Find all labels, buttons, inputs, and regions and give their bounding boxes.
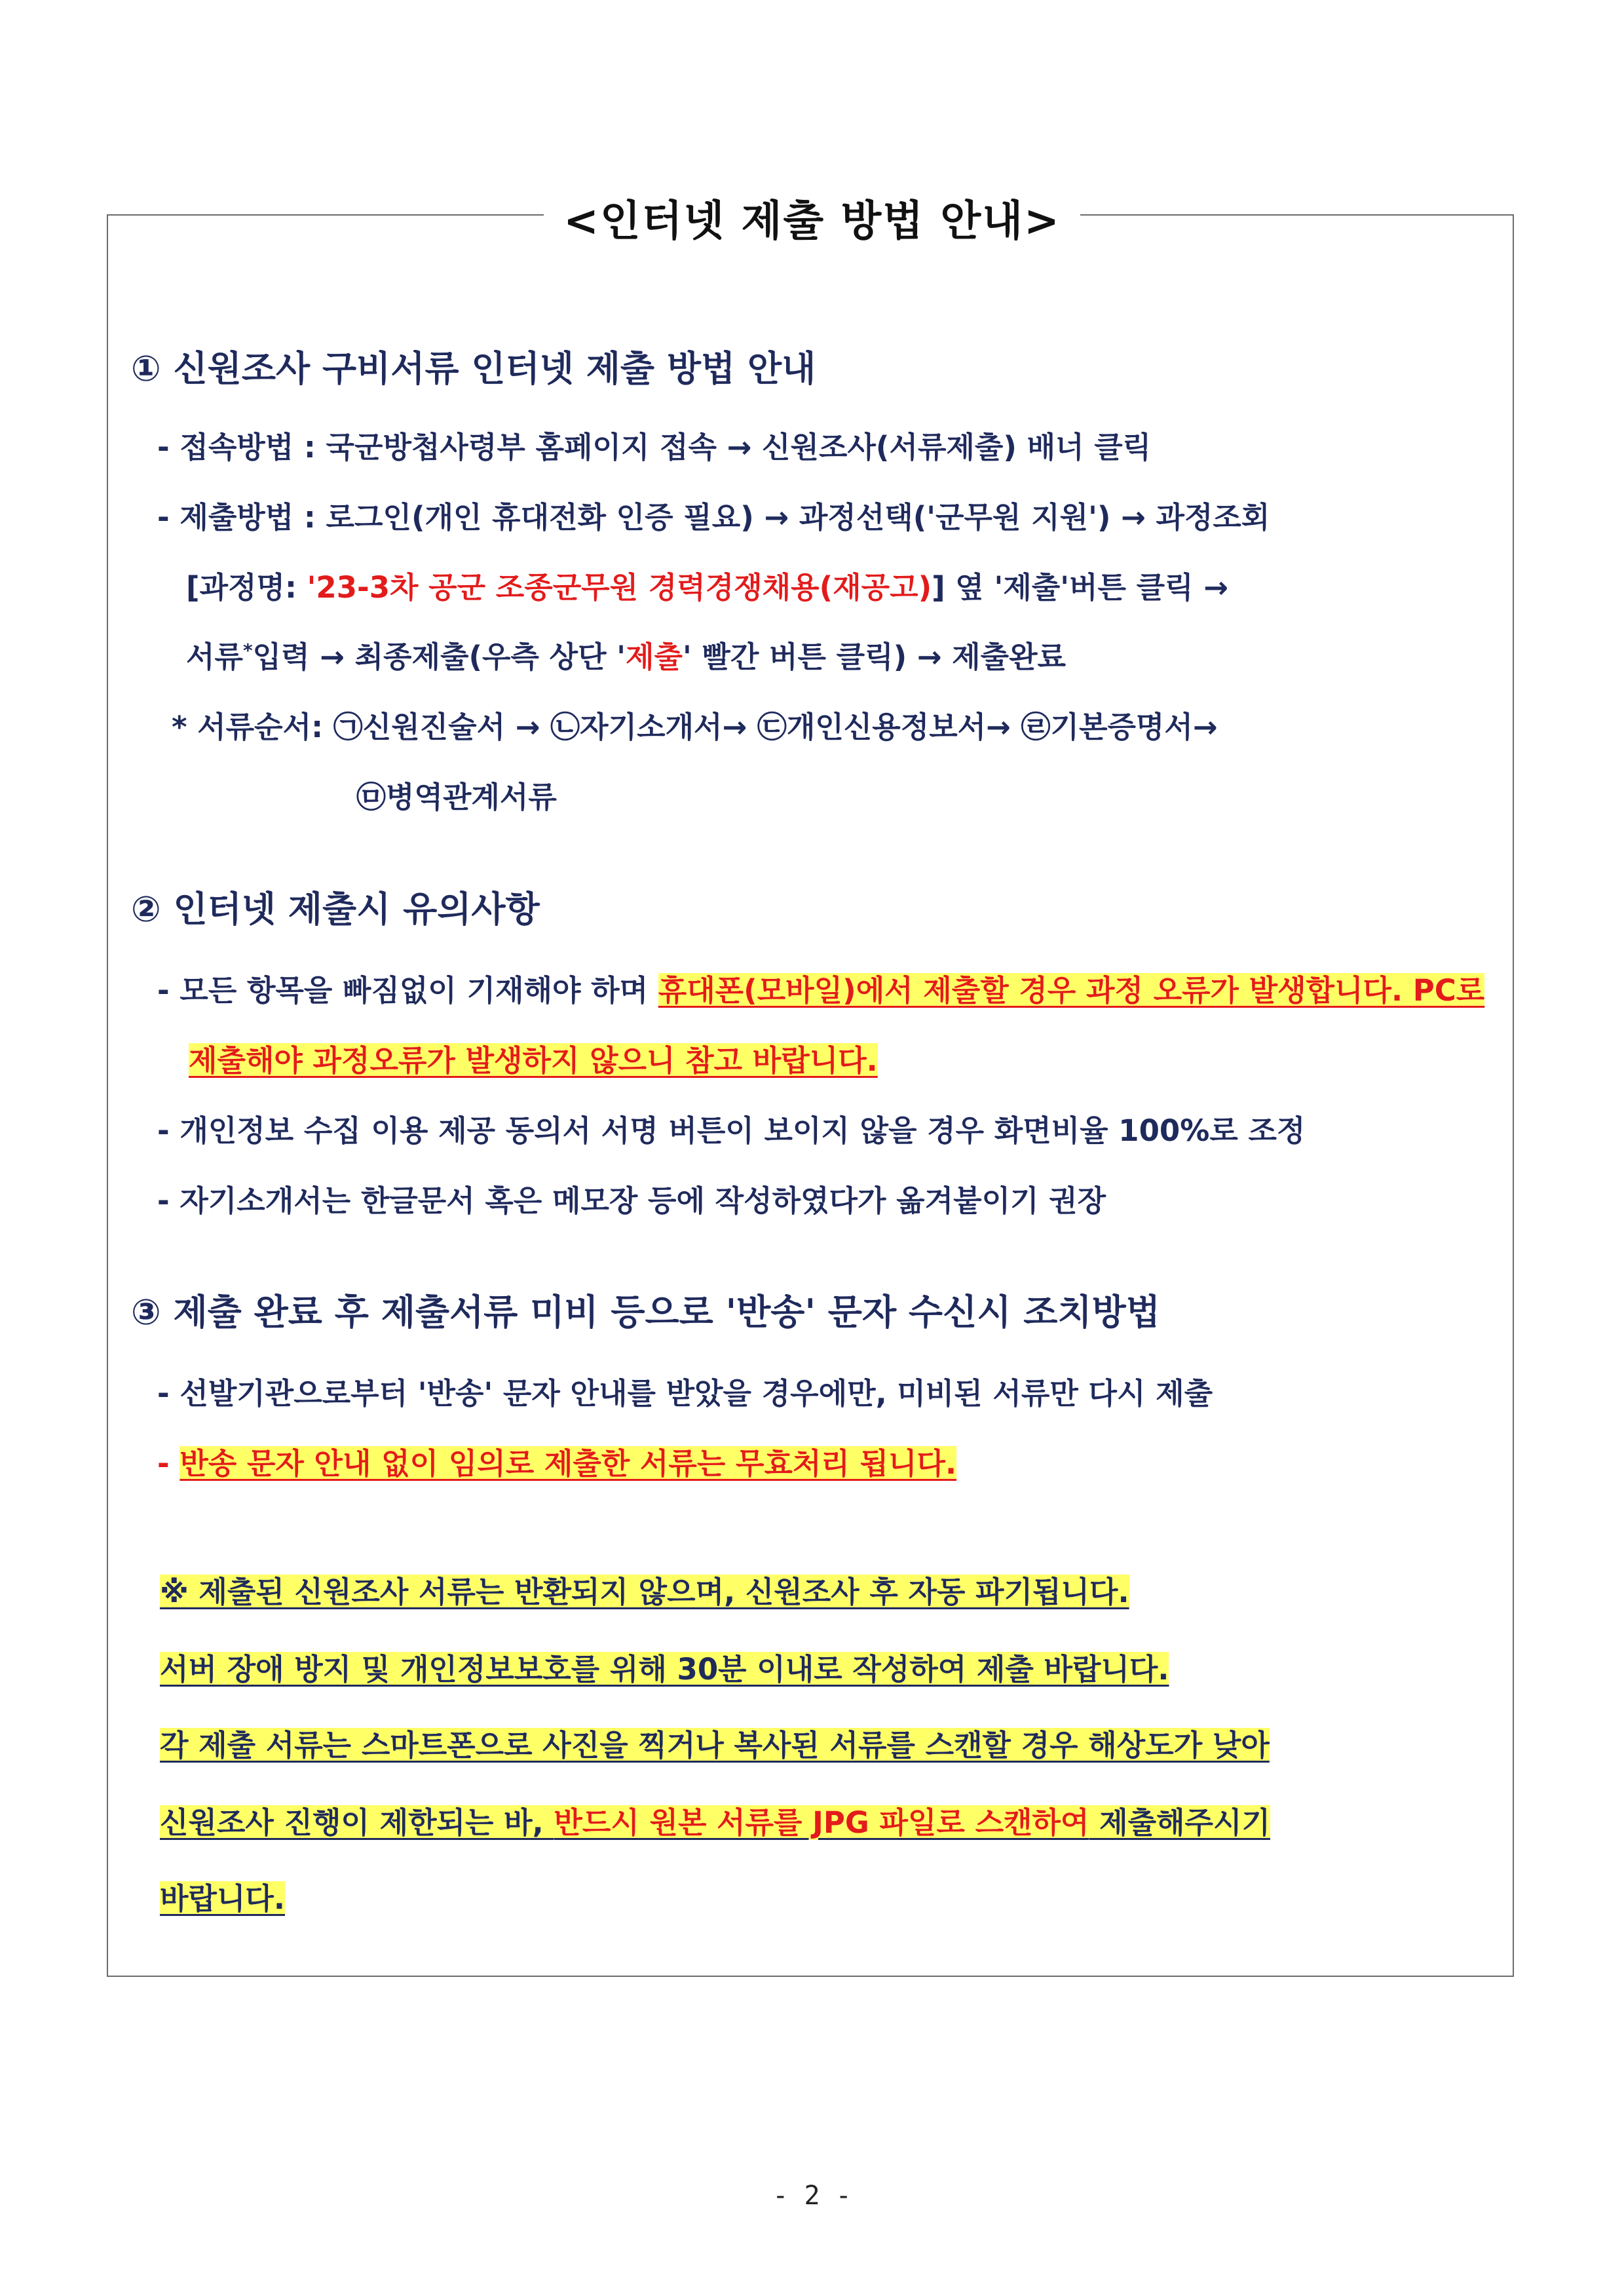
notice-text-3: 각 제출 서류는 스마트폰으로 사진을 찍거나 복사된 서류를 스캔할 경우 해상도가 낮아 bbox=[160, 1728, 1270, 1763]
section1-heading: ① 신원조사 구비서류 인터넷 제출 방법 안내 bbox=[131, 348, 816, 389]
section1-course-line bbox=[186, 564, 1228, 606]
notice-text-2: 서버 장애 방지 및 개인정보보호를 위해 30분 이내로 작성하여 제출 바랍니다. bbox=[160, 1652, 1169, 1687]
notice-text-4-post: 제출해주시기 bbox=[1089, 1805, 1270, 1840]
notice-text-1: ※ 제출된 신원조사 서류는 반환되지 않으며, 신원조사 후 자동 파기됩니다. bbox=[160, 1575, 1129, 1609]
item2-dash: - bbox=[157, 1446, 180, 1481]
notice-text-5: 바랍니다. bbox=[160, 1881, 285, 1916]
section1-submit-method: - 제출방법 : 로그인(개인 휴대전화 인증 필요) → 과정선택('군무원 지원') → 과정조회 bbox=[157, 500, 1270, 535]
notice-line-5 bbox=[160, 1875, 285, 1917]
section2-item1 bbox=[157, 966, 1484, 1009]
course-suffix: ] 옆 '제출'버튼 클릭 → bbox=[932, 570, 1228, 605]
section3-heading: ③ 제출 완료 후 제출서류 미비 등으로 '반송' 문자 수신시 조치방법 bbox=[131, 1292, 1160, 1333]
section1-doc-order-cont: ㉤병역관계서류 bbox=[356, 780, 557, 814]
footnote-mark: * bbox=[242, 640, 253, 661]
section1-doc-order: * 서류순서: ㉠신원진술서 → ㉡자기소개서→ ㉢개인신용정보서→ ㉣기본증명서→ bbox=[172, 710, 1218, 744]
page-title-wrap bbox=[0, 187, 1624, 248]
section3-item2 bbox=[157, 1440, 956, 1482]
course-prefix: [과정명: bbox=[186, 570, 307, 605]
section2-item2: - 개인정보 수집 이용 제공 동의서 서명 버튼이 보이지 않을 경우 화면비율 100%로 조정 bbox=[157, 1113, 1306, 1148]
section2-heading: ② 인터넷 제출시 유의사항 bbox=[131, 889, 540, 930]
steps-prefix: 서류 bbox=[186, 640, 243, 674]
notice-text-4-pre: 신원조사 진행이 제한되는 바, bbox=[160, 1805, 554, 1840]
steps-suffix: ' 빨간 버튼 클릭) → 제출완료 bbox=[682, 640, 1067, 674]
document-frame bbox=[107, 214, 1514, 1977]
course-name: '23-3차 공군 조종군무원 경력경쟁채용(재공고) bbox=[307, 570, 932, 605]
notice-line-1 bbox=[160, 1568, 1129, 1611]
item2-warning: 반송 문자 안내 없이 임의로 제출한 서류는 무효처리 됩니다. bbox=[179, 1446, 957, 1481]
notice-text-4-red: 반드시 원본 서류를 JPG 파일로 스캔하여 bbox=[554, 1805, 1089, 1840]
notice-line-4 bbox=[160, 1799, 1270, 1841]
section2-item3: - 자기소개서는 한글문서 혹은 메모장 등에 작성하였다가 옮겨붙이기 권장 bbox=[157, 1183, 1106, 1218]
notice-line-2 bbox=[160, 1645, 1169, 1688]
section1-access-method: - 접속방법 : 국군방첩사령부 홈페이지 접속 → 신원조사(서류제출) 배너 클릭 bbox=[157, 430, 1152, 465]
section3-item1: - 선발기관으로부터 '반송' 문자 안내를 받았을 경우에만, 미비된 서류만 다시 제출 bbox=[157, 1376, 1213, 1411]
item1-prefix: - 모든 항목을 빠짐없이 기재해야 하며 bbox=[157, 973, 658, 1008]
item1-warning-cont: 제출해야 과정오류가 발생하지 않으니 참고 바랍니다. bbox=[189, 1043, 878, 1078]
steps-middle: 입력 → 최종제출(우측 상단 ' bbox=[252, 640, 626, 674]
steps-submit-red: 제출 bbox=[626, 640, 683, 674]
page-title: <인터넷 제출 방법 안내> bbox=[544, 187, 1080, 248]
section2-item1-cont bbox=[189, 1037, 878, 1079]
notice-line-3 bbox=[160, 1721, 1270, 1764]
page-number: - 2 - bbox=[772, 2181, 852, 2211]
section1-submit-steps bbox=[186, 633, 1066, 676]
item1-warning: 휴대폰(모바일)에서 제출할 경우 과정 오류가 발생합니다. PC로 bbox=[658, 973, 1485, 1008]
